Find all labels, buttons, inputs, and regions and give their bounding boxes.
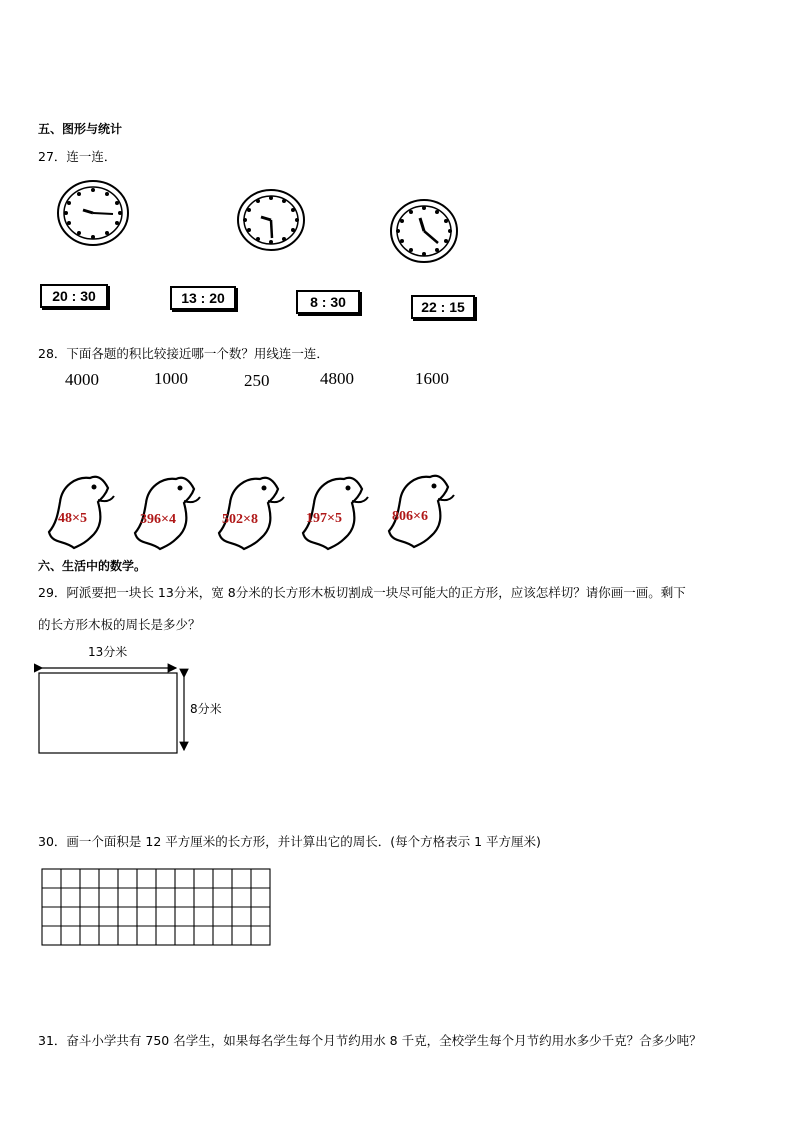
clock-icon: [55, 180, 135, 250]
question-28-text: 28．下面各题的积比较接近哪一个数？用线连一连．: [38, 346, 329, 361]
target-number: 1000: [154, 369, 188, 388]
multiplication-expression: 806×6: [392, 509, 428, 524]
target-number: 1600: [415, 369, 449, 388]
multiplication-expression: 502×8: [222, 512, 258, 527]
multiplication-expression: 48×5: [58, 511, 87, 526]
section-title-6: 六、生活中的数学。: [38, 559, 147, 573]
time-card: 22 : 15: [411, 295, 475, 319]
target-number: 4000: [65, 370, 99, 389]
square-grid: [41, 868, 273, 948]
question-29-text-line2: 的长方形木板的周长是多少？: [38, 617, 201, 632]
multiplication-expression: 197×5: [306, 511, 342, 526]
clock-icon: [388, 198, 464, 266]
question-30-text: 30．画一个面积是 12 平方厘米的长方形，并计算出它的周长．(每个方格表示 1 平方厘米): [38, 834, 541, 849]
section-title-5: 五、图形与统计: [38, 122, 123, 136]
time-card: 13 : 20: [170, 286, 236, 310]
multiplication-expression: 396×4: [140, 512, 176, 527]
target-number: 250: [244, 371, 270, 390]
width-label: 8分米: [190, 702, 222, 716]
question-31-text: 31．奋斗小学共有 750 名学生，如果每名学生每个月节约用水 8 千克，全校学生每个月节约用水多少千克？合多少吨？: [38, 1033, 702, 1048]
question-29-text-line1: 29．阿派要把一块长 13分米，宽 8分米的长方形木板切割成一块尽可能大的正方形，应该怎样切？请你画一画。剩下: [38, 585, 686, 600]
length-label: 13分米: [88, 645, 128, 659]
time-card: 20 : 30: [40, 284, 108, 308]
time-card: 8 : 30: [296, 290, 360, 314]
rectangle-diagram: [34, 660, 194, 760]
question-27-text: 27．连一连．: [38, 149, 117, 164]
clock-icon: [235, 188, 311, 254]
board-rectangle: [39, 673, 177, 753]
target-number: 4800: [320, 369, 354, 388]
